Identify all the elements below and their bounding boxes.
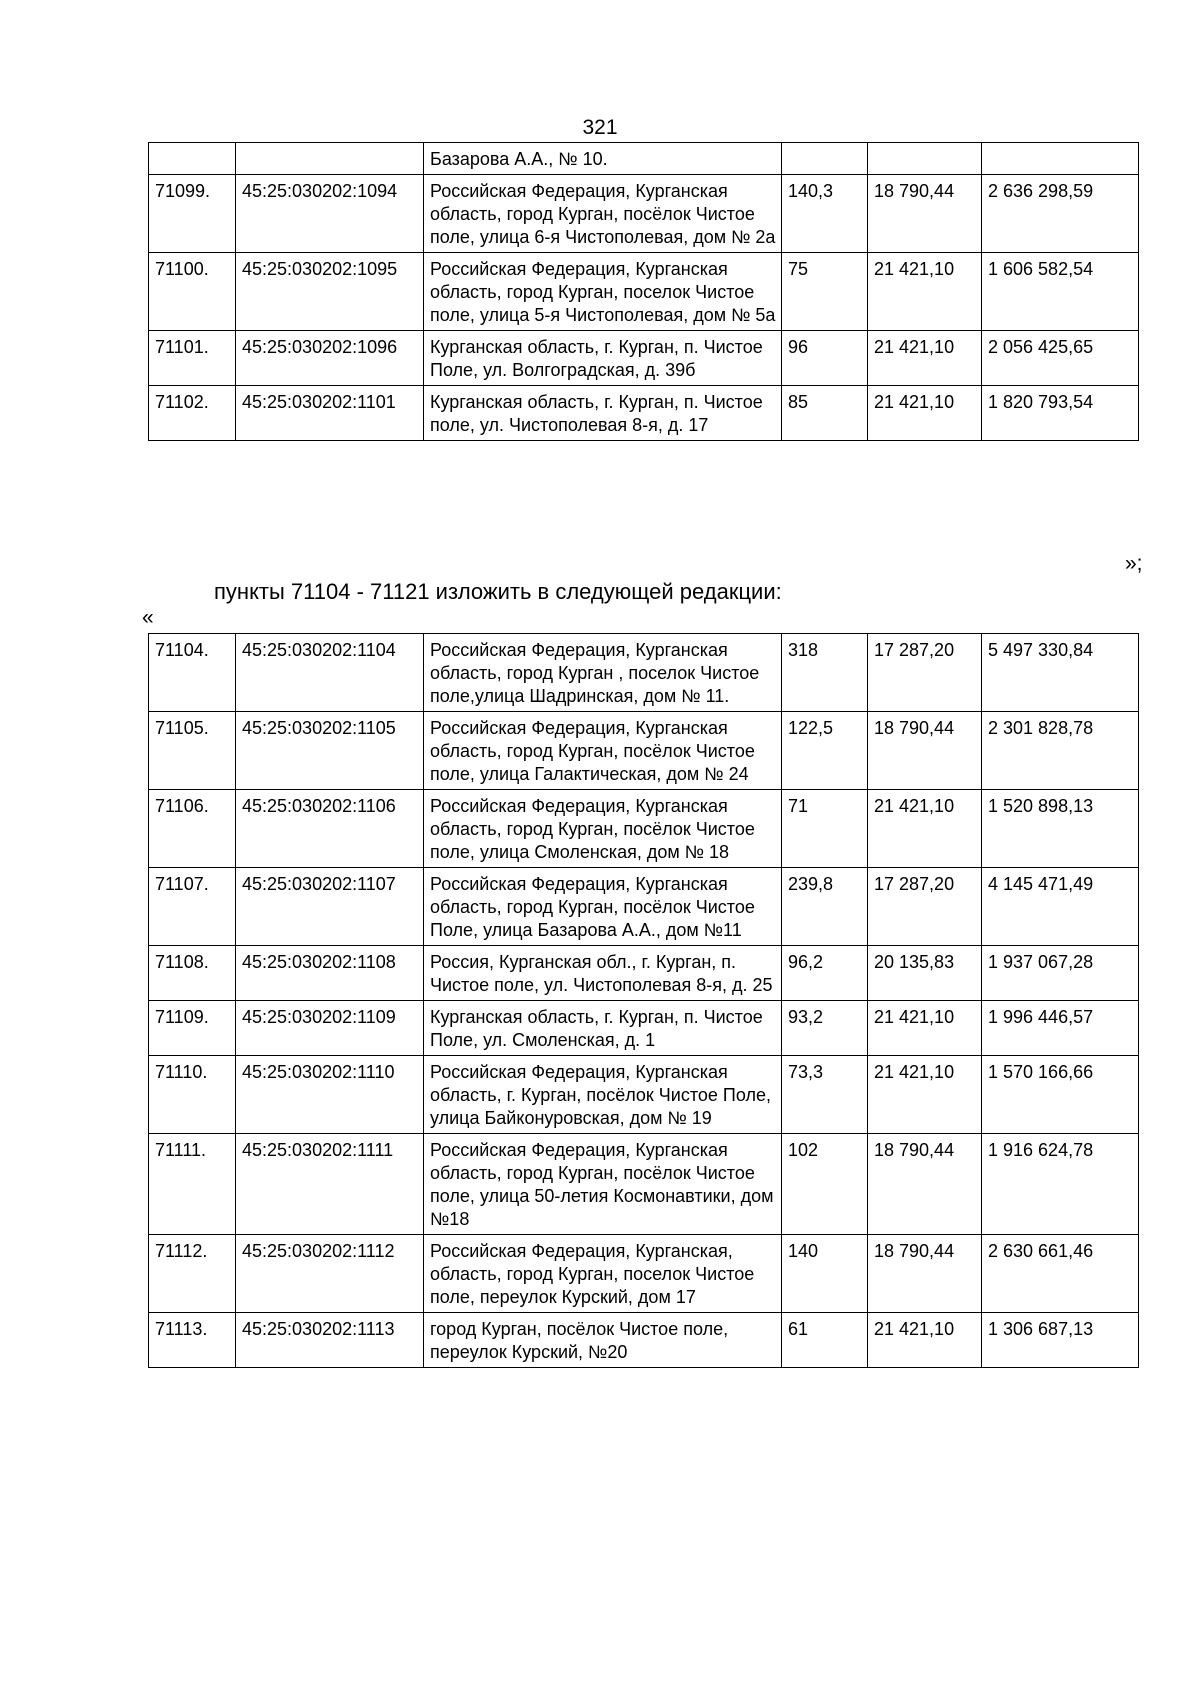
cell-cadastral-number: 45:25:030202:1109 [236, 1001, 424, 1056]
cell-address: Курганская область, г. Курган, п. Чистое Поле, ул. Волгоградская, д. 39б [424, 331, 782, 386]
cell-item-number: 71102. [149, 386, 236, 441]
table-row [149, 1313, 1139, 1368]
cell-item-number: 71113. [149, 1313, 236, 1368]
cell-rate: 18 790,44 [868, 1235, 982, 1313]
cell-cadastral-value: 5 497 330,84 [982, 634, 1139, 712]
cell-item-number: 71106. [149, 790, 236, 868]
table-row [149, 1001, 1139, 1056]
table-row [149, 946, 1139, 1001]
cell-area: 93,2 [782, 1001, 868, 1056]
cell-item-number: 71109. [149, 1001, 236, 1056]
cell-item-number: 71112. [149, 1235, 236, 1313]
cell-address: Российская Федерация, Курганская область, город Курган, посёлок Чистое поле, улица 50-летия Космонавтики, дом №18 [424, 1134, 782, 1235]
cell-cadastral-value: 1 606 582,54 [982, 253, 1139, 331]
table-row [149, 1235, 1139, 1313]
table-row [149, 712, 1139, 790]
cell-area: 140,3 [782, 175, 868, 253]
cell-area: 85 [782, 386, 868, 441]
cell-cadastral-value: 1 306 687,13 [982, 1313, 1139, 1368]
cell-cadastral-number: 45:25:030202:1106 [236, 790, 424, 868]
cell-cadastral-number: 45:25:030202:1094 [236, 175, 424, 253]
cell-item-number: 71100. [149, 253, 236, 331]
cell-cadastral-number: 45:25:030202:1105 [236, 712, 424, 790]
cell-rate: 18 790,44 [868, 1134, 982, 1235]
cell-cadastral-value: 1 937 067,28 [982, 946, 1139, 1001]
cell-item-number: 71101. [149, 331, 236, 386]
table-row [149, 868, 1139, 946]
cell-rate: 21 421,10 [868, 1001, 982, 1056]
cell-cadastral-number: 45:25:030202:1096 [236, 331, 424, 386]
cell-rate: 18 790,44 [868, 712, 982, 790]
cell-cadastral-value: 1 820 793,54 [982, 386, 1139, 441]
cell-cadastral-number: 45:25:030202:1113 [236, 1313, 424, 1368]
cell-area: 61 [782, 1313, 868, 1368]
table-body [149, 143, 1139, 441]
cell-area [782, 143, 868, 175]
table-row [149, 143, 1139, 175]
table-row [149, 634, 1139, 712]
cell-rate: 17 287,20 [868, 868, 982, 946]
cell-item-number: 71107. [149, 868, 236, 946]
cell-rate: 21 421,10 [868, 790, 982, 868]
cell-area: 318 [782, 634, 868, 712]
cell-area: 140 [782, 1235, 868, 1313]
cell-cadastral-value: 1 520 898,13 [982, 790, 1139, 868]
cell-item-number [149, 143, 236, 175]
cell-item-number: 71108. [149, 946, 236, 1001]
table-row [149, 331, 1139, 386]
cell-item-number: 71104. [149, 634, 236, 712]
property-table-top [148, 142, 1139, 441]
opening-quote: « [142, 606, 154, 629]
cell-cadastral-value: 2 056 425,65 [982, 331, 1139, 386]
cell-rate: 21 421,10 [868, 1313, 982, 1368]
cell-cadastral-value: 2 630 661,46 [982, 1235, 1139, 1313]
cell-cadastral-number: 45:25:030202:1112 [236, 1235, 424, 1313]
cell-cadastral-value: 4 145 471,49 [982, 868, 1139, 946]
cell-area: 96,2 [782, 946, 868, 1001]
cell-cadastral-number [236, 143, 424, 175]
table-row [149, 1056, 1139, 1134]
cell-cadastral-number: 45:25:030202:1111 [236, 1134, 424, 1235]
cell-item-number: 71111. [149, 1134, 236, 1235]
cell-address: Российская Федерация, Курганская область, город Курган, посёлок Чистое Поле, улица Базарова А.А., дом №11 [424, 868, 782, 946]
table-row [149, 175, 1139, 253]
cell-address: Российская Федерация, Курганская область, г. Курган, посёлок Чистое Поле, улица Байконуровская, дом № 19 [424, 1056, 782, 1134]
cell-item-number: 71099. [149, 175, 236, 253]
cell-rate: 18 790,44 [868, 175, 982, 253]
page-number: 321 [582, 116, 618, 139]
cell-rate [868, 143, 982, 175]
cell-area: 122,5 [782, 712, 868, 790]
cell-item-number: 71105. [149, 712, 236, 790]
cell-address: Российская Федерация, Курганская область, город Курган, посёлок Чистое поле, улица 6-я Чистополевая, дом № 2а [424, 175, 782, 253]
cell-address: Российская Федерация, Курганская область, город Курган, посёлок Чистое поле, улица Галактическая, дом № 24 [424, 712, 782, 790]
table-row [149, 386, 1139, 441]
cell-rate: 20 135,83 [868, 946, 982, 1001]
cell-cadastral-value: 1 916 624,78 [982, 1134, 1139, 1235]
table-row [149, 253, 1139, 331]
property-table-bottom [148, 633, 1139, 1368]
cell-cadastral-number: 45:25:030202:1101 [236, 386, 424, 441]
cell-cadastral-value: 1 570 166,66 [982, 1056, 1139, 1134]
cell-cadastral-value: 2 301 828,78 [982, 712, 1139, 790]
cell-address: Курганская область, г. Курган, п. Чистое поле, ул. Чистополевая 8-я, д. 17 [424, 386, 782, 441]
amendment-instruction: пункты 71104 - 71121 изложить в следующей редакции: [214, 579, 782, 604]
cell-cadastral-number: 45:25:030202:1110 [236, 1056, 424, 1134]
cell-address: Базарова А.А., № 10. [424, 143, 782, 175]
cell-cadastral-value: 1 996 446,57 [982, 1001, 1139, 1056]
cell-rate: 21 421,10 [868, 1056, 982, 1134]
cell-address: город Курган, посёлок Чистое поле, переулок Курский, №20 [424, 1313, 782, 1368]
cell-address: Российская Федерация, Курганская, область, город Курган, поселок Чистое поле, переулок Курский, дом 17 [424, 1235, 782, 1313]
closing-quote: »; [1125, 552, 1143, 575]
cell-rate: 21 421,10 [868, 386, 982, 441]
table-row [149, 790, 1139, 868]
cell-rate: 21 421,10 [868, 331, 982, 386]
cell-cadastral-number: 45:25:030202:1108 [236, 946, 424, 1001]
cell-cadastral-number: 45:25:030202:1104 [236, 634, 424, 712]
cell-rate: 17 287,20 [868, 634, 982, 712]
cell-address: Курганская область, г. Курган, п. Чистое Поле, ул. Смоленская, д. 1 [424, 1001, 782, 1056]
cell-rate: 21 421,10 [868, 253, 982, 331]
cell-item-number: 71110. [149, 1056, 236, 1134]
cell-area: 96 [782, 331, 868, 386]
cell-cadastral-value: 2 636 298,59 [982, 175, 1139, 253]
cell-cadastral-value [982, 143, 1139, 175]
cell-cadastral-number: 45:25:030202:1107 [236, 868, 424, 946]
cell-address: Российская Федерация, Курганская область, город Курган, поселок Чистое поле, улица 5-я Чистополевая, дом № 5а [424, 253, 782, 331]
cell-area: 73,3 [782, 1056, 868, 1134]
cell-cadastral-number: 45:25:030202:1095 [236, 253, 424, 331]
cell-address: Россия, Курганская обл., г. Курган, п. Чистое поле, ул. Чистополевая 8-я, д. 25 [424, 946, 782, 1001]
cell-area: 75 [782, 253, 868, 331]
cell-area: 102 [782, 1134, 868, 1235]
cell-address: Российская Федерация, Курганская область, город Курган , поселок Чистое поле,улица Шадринская, дом № 11. [424, 634, 782, 712]
cell-address: Российская Федерация, Курганская область, город Курган, посёлок Чистое поле, улица Смоленская, дом № 18 [424, 790, 782, 868]
cell-area: 239,8 [782, 868, 868, 946]
table-row [149, 1134, 1139, 1235]
table-body [149, 634, 1139, 1368]
cell-area: 71 [782, 790, 868, 868]
